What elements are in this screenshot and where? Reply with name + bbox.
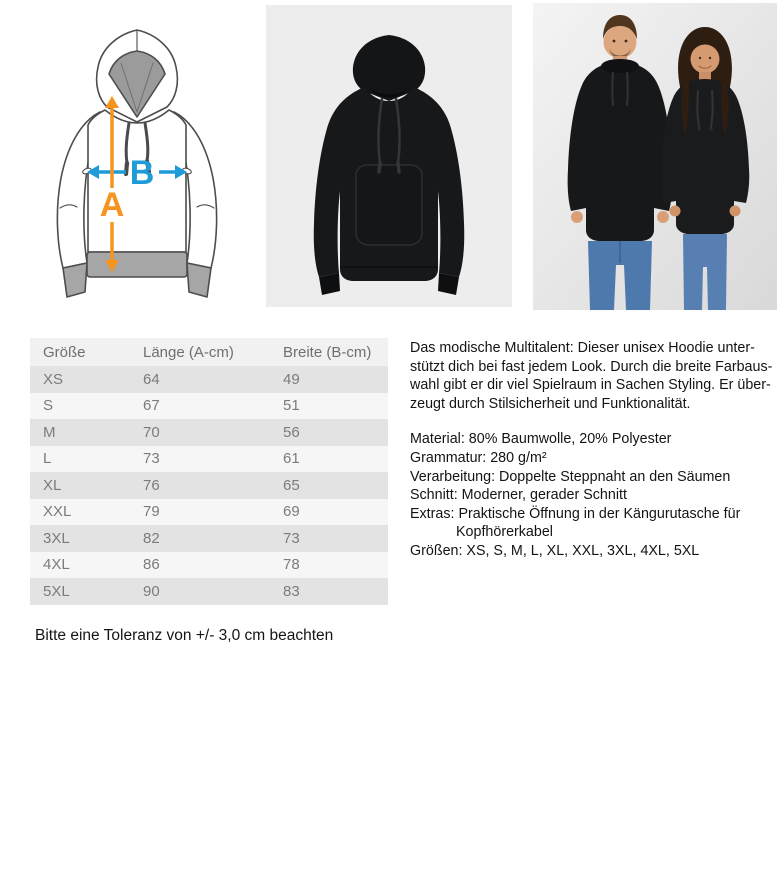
table-row <box>30 366 388 393</box>
width-cell: 61 <box>283 450 300 468</box>
table-row <box>30 446 388 473</box>
width-cell: 49 <box>283 370 300 388</box>
label-b: B <box>129 154 155 192</box>
table-row <box>30 578 388 605</box>
table-row <box>30 499 388 526</box>
size-cell: L <box>43 450 52 468</box>
spec-line-groessen: Größen: XS, S, M, L, XL, XXL, 3XL, 4XL, 5XL <box>410 542 700 559</box>
size-cell: XL <box>43 476 62 494</box>
description-line: wahl gibt er dir viel Spielraum in Sachen Styling. Er über- <box>410 377 771 394</box>
width-cell: 73 <box>283 529 300 547</box>
width-cell: 51 <box>283 397 300 415</box>
table-row <box>30 393 388 420</box>
size-cell: S <box>43 397 54 415</box>
col-header-width: Breite (B-cm) <box>270 338 388 366</box>
size-cell: XS <box>43 370 64 388</box>
width-cell: 56 <box>283 423 300 441</box>
size-chart-table <box>30 338 388 605</box>
models-wearing-hoodies-photo <box>533 3 777 310</box>
length-cell: 73 <box>143 450 160 468</box>
width-cell: 65 <box>283 476 300 494</box>
col-header-size: Größe <box>30 338 130 366</box>
size-cell: 4XL <box>43 556 70 574</box>
product-photo-panel <box>266 5 512 307</box>
spec-line-grammatur: Grammatur: 280 g/m² <box>410 449 547 466</box>
length-cell: 86 <box>143 556 160 574</box>
length-cell: 67 <box>143 397 160 415</box>
description-line: zeugt durch Stilsicherheit und Funktionalität. <box>410 395 691 412</box>
product-description <box>410 339 773 561</box>
size-cell: XXL <box>43 503 72 521</box>
length-cell: 82 <box>143 529 160 547</box>
black-hoodie-photo <box>266 5 512 307</box>
length-cell: 64 <box>143 370 160 388</box>
paragraph-spacer <box>410 413 750 430</box>
spec-line-verarbeitung: Verarbeitung: Doppelte Steppnaht an den Säumen <box>410 468 731 485</box>
description-line: Das modische Multitalent: Dieser unisex Hoodie unter- <box>410 340 755 356</box>
width-cell: 83 <box>283 582 300 600</box>
spec-line-extras: Extras: Praktische Öffnung in der Kängurutasche für <box>410 505 741 522</box>
spec-line-extras-continued: Kopfhörerkabel <box>456 524 553 541</box>
length-cell: 90 <box>143 582 160 600</box>
table-row <box>30 552 388 579</box>
size-chart-header-row <box>30 338 388 366</box>
length-cell: 70 <box>143 423 160 441</box>
size-cell: M <box>43 423 56 441</box>
spec-line-schnitt: Schnitt: Moderner, gerader Schnitt <box>410 487 627 504</box>
size-cell: 3XL <box>43 529 70 547</box>
size-cell: 5XL <box>43 582 70 600</box>
width-cell: 78 <box>283 556 300 574</box>
table-row <box>30 419 388 446</box>
spec-line-material: Material: 80% Baumwolle, 20% Polyester <box>410 431 672 448</box>
col-header-length: Länge (A-cm) <box>130 338 270 366</box>
width-cell: 69 <box>283 503 300 521</box>
tolerance-note: Bitte eine Toleranz von +/- 3,0 cm beachten <box>35 627 334 644</box>
length-cell: 79 <box>143 503 160 521</box>
table-row <box>30 472 388 499</box>
length-cell: 76 <box>143 476 160 494</box>
hoodie-measurement-diagram <box>0 0 262 320</box>
description-line: stützt dich bei fast jedem Look. Durch die breite Farbaus- <box>410 358 773 375</box>
table-row <box>30 525 388 552</box>
label-a: A <box>99 186 125 224</box>
models-photo-panel <box>533 3 777 310</box>
measurement-diagram-panel <box>0 0 262 320</box>
